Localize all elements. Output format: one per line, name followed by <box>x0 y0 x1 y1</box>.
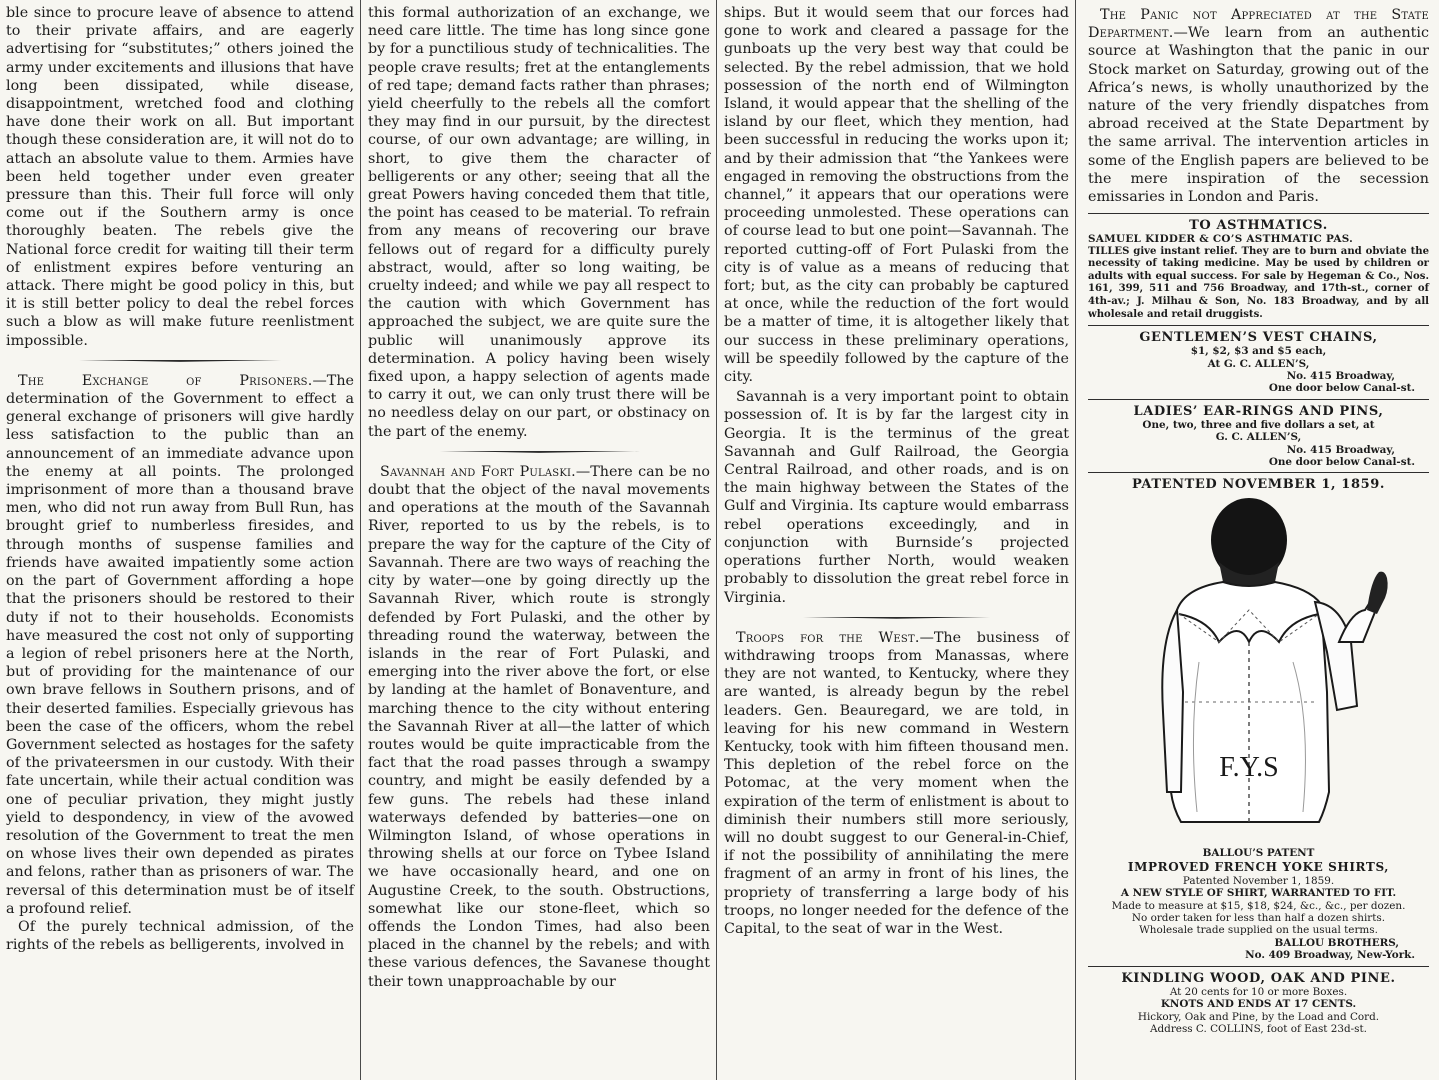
ad-divider <box>1088 213 1429 214</box>
figure-hand <box>1367 572 1388 614</box>
article-paragraph: Savannah is a very important point to obtain possession of. It is by far the largest city in Georgia. It is the terminus of the great Savannah and Gulf Railroad, the Georgia Central Railroad, and other roads, and is on the main highway between the States of the Gulf and Virginia. Its capture would embarrass rebel operations exceedingly, and in conjunction with Burnside’s projected operations further North, would weaken probably to dissolution the great rebel force in Virginia. <box>724 389 1069 606</box>
ad-line: No. 415 Broadway, <box>1286 370 1395 383</box>
ad-subtitle: SAMUEL KIDDER & CO’S ASTHMATIC PAS. <box>1088 233 1354 246</box>
ad-line: One, two, three and five dollars a set, at <box>1142 418 1375 431</box>
ad-title: TO ASTHMATICS. <box>1189 218 1328 234</box>
ad-line: No. 415 Broadway, <box>1286 443 1395 456</box>
article-paragraph: The Panic not Appreciated at the State Department.—We learn from an authentic source at Washington that the panic in our Stock market on Saturday, growing out of the Africa’s news, is wholly unauthorized by the nature of the very friendly dispatches from abroad received at the State Department by the same arrival. The intervention articles in some of the English papers are believed to be the mere inspiration of the secession emissaries in London and Paris. <box>1088 7 1429 206</box>
ad-line: No order taken for less than half a dozen shirts. <box>1131 912 1386 925</box>
ad-divider <box>1088 472 1429 473</box>
ad-line: Patented November 1, 1859. <box>1182 874 1335 887</box>
ad-asthmatics <box>1088 218 1429 321</box>
shirt-back-image <box>1089 492 1428 847</box>
ad-ear-rings <box>1088 404 1429 469</box>
shirt-illustration <box>1088 492 1429 847</box>
ad-line: $1, $2, $3 and $5 each, <box>1190 345 1327 358</box>
ad-title: PATENTED NOVEMBER 1, 1859. <box>1131 477 1386 493</box>
ad-line: Wholesale trade supplied on the usual terms. <box>1139 924 1378 937</box>
ad-line: At 20 cents for 10 or more Boxes. <box>1169 985 1348 998</box>
ad-line: BALLOU’S PATENT <box>1202 847 1315 860</box>
ad-divider <box>1088 399 1429 400</box>
ad-line: Made to measure at $15, $18, $24, &c., &c., per dozen. <box>1111 899 1406 912</box>
ad-line: IMPROVED FRENCH YOKE SHIRTS, <box>1127 859 1390 874</box>
ad-line: BALLOU BROTHERS, <box>1274 936 1399 949</box>
section-heading: Troops for the West. <box>736 629 920 646</box>
column-2 <box>362 0 717 1080</box>
shirt-left-sleeve <box>1162 610 1183 792</box>
ad-title: GENTLEMEN’S VEST CHAINS, <box>1139 330 1378 346</box>
section-divider <box>790 615 1004 621</box>
shirt-label: F.Y.S <box>1219 752 1279 784</box>
article-paragraph: Savannah and Fort Pulaski.—There can be no doubt that the object of the naval movements and operations at the mouth of the Savannah River, reported to us by the rebels, is to prepare the way for the capture of the City of Savannah. There are two ways of reaching the city by water—one by going directly up the Savannah River, which route is strongly defended by Fort Pulaski, and the other by threading round the waterway, between the islands in the rear of Fort Pulaski, and emerging into the river above the fort, or else by landing at the hamlet of Bonaventure, and marching thence to the city without entering the Savannah River at all—the latter of which routes would be quite impracticable from the fact that the road passes through a swampy country, and might be easily defended by a few guns. The rebels had these inland waterways defended by batteries—one on Wilmington Island, of whose operations in throwing shells at our force on Tybee Island we have occasionally heard, and one on Augustine Creek, to the south. Obstructions, somewhat like our stone-fleet, which so offends the London Times, had also been placed in the channel by the rebels; and with these various defences, the Savanese thought their town unapproachable by our <box>368 463 710 990</box>
article-paragraph: The Exchange of Prisoners.—The determination of the Government to effect a general exchange of prisoners will give hardly less satisfaction to the public than an announcement of an immediate advance upon the enemy at all points. The prolonged imprisonment of more than a thousand brave men, who did not run away from Bull Run, has brought grief to numberless firesides, and through months of suspense families and friends have awaited impatiently some action on the part of Government affording a hope that the prisoners should be restored to their duty if not to their households. Economists have measured the cost not only of supporting a legion of rebel prisoners here at the North, but of providing for the maintenance of our own brave fellows in Southern prisons, and of their deserted families. Especially grievous has been the case of the officers, whom the rebel Government selected as hostages for the safety of the privateersmen in our custody. With their fate uncertain, while their actual condition was one of peculiar privation, they might justly yield to despondency, in view of the avowed resolution of the Government to treat the men on whose lives their own depended as pirates and felons, rather than as prisoners of war. The reversal of this determination must be of itself a profound relief. <box>6 372 354 917</box>
ad-line: G. C. ALLEN’S, <box>1215 431 1302 444</box>
article-paragraph: ble since to procure leave of absence to attend to their private affairs, and are eagerly advertising for “substitutes;” others joined the army under excitements and illusions that have long been dissipated, while disease, disappointment, wretched food and clothing have done their work on all. But important though these consideration are, it will not do to attach an absolute value to them. Armies have been held together under even greater pressure than this. Their full force will only come out if the Southern army is once thoroughly beaten. The rebels give the National force credit for waiting till their term of enlistment expires before venturing an attack. There might be good policy in this, but it is still better policy to deal the rebel forces such a blow as will make future reenlistment impossible. <box>6 5 354 349</box>
article-paragraph: Of the purely technical admission, of the rights of the rebels as belligerents, involved in <box>6 918 354 954</box>
section-divider <box>72 358 288 364</box>
ad-line: Hickory, Oak and Pine, by the Load and Cord. <box>1137 1010 1380 1023</box>
ad-line: No. 409 Broadway, New-York. <box>1245 949 1415 962</box>
column-1 <box>0 0 361 1080</box>
article-paragraph: ships. But it would seem that our forces had gone to work and cleared a passage for the gunboats up the very best way that could be selected. By the rebel admission, that we hold possession of the north end of Wilmington Island, it would appear that the shelling of the island by our fleet, which they mention, had been successful in reducing the works upon it; and by their admission that “the Yankees were engaged in removing the obstructions from the channel,” it appears that our operations were proceeding unmolested. These operations can of course lead to but one point—Savannah. The reported cutting-off of Fort Pulaski from the city is of value as a means of reducing that fort; but, as the city can probably be captured at once, while the reduction of the fort would be a matter of time, it is altogether likely that our success in these preliminary operations, will be speedily followed by the capture of the city. <box>724 5 1069 386</box>
section-divider <box>433 449 645 455</box>
section-heading: Savannah and Fort Pulaski. <box>380 463 576 480</box>
ad-line: One door below Canal-st. <box>1268 382 1415 395</box>
article-paragraph: this formal authorization of an exchange, we need care little. The time has long since gone by for a punctilious study of technicalities. The people crave results; fret at the entanglements of red tape; demand facts rather than phrases; yield cheerfully to the rebels all the comfort they may find in our pursuit, by the directest course, of our own advantage; are willing, in short, to give them the character of belligerents or any other; seeing that all the great Powers having conceded them that title, the point has ceased to be material. To refrain from any means of recovering our brave fellows out of regard for a difficulty purely abstract, would, after so long waiting, be cruelty indeed; and while we pay all respect to the caution with which Government has approached the subject, we are quite sure the public will unanimously approve its determination. A policy having been wisely fixed upon, a happy selection of agents made to carry it out, we can only trust there will be no needless delay on our part, or obstinacy on the part of the enemy. <box>368 5 710 440</box>
section-heading: The Panic not Appreciated at the State Department. <box>1088 7 1429 42</box>
ad-line: A NEW STYLE OF SHIRT, WARRANTED TO FIT. <box>1120 887 1397 900</box>
column-3 <box>718 0 1076 1080</box>
ad-line: Address C. COLLINS, foot of East 23d-st. <box>1150 1022 1367 1035</box>
ad-line: At G. C. ALLEN’S, <box>1207 357 1310 370</box>
ad-body: TILLES give instant relief. They are to burn and obviate the necessity of taking medicine. May be used by children or adults with equal success. For sale by Hegeman & Co., Nos. 161, 399, 511 and 756 Broadway, and 17th-st., corner of 4th-av.; J. Milhau & Son, No. 183 Broadway, and by all wholesale and retail druggists. <box>1088 245 1429 320</box>
ad-line: One door below Canal-st. <box>1268 456 1415 469</box>
ad-line: KNOTS AND ENDS AT 17 CENTS. <box>1160 998 1357 1011</box>
ad-kindling-wood <box>1088 971 1429 1036</box>
ad-title: KINDLING WOOD, OAK AND PINE. <box>1121 970 1396 986</box>
ad-divider <box>1088 325 1429 326</box>
article-paragraph: Troops for the West.—The business of withdrawing troops from Manassas, where they are not wanted, to Kentucky, where they are wanted, is already begun by the rebel leaders. Gen. Beauregard, we are told, in leaving for his new command in Western Kentucky, took with him fifteen thousand men. This depletion of the rebel force on the Potomac, at the very moment when the expiration of the term of enlistment is about to diminish their numbers still more seriously, will no doubt suggest to our General-in-Chief, if not the possibility of annihilating the mere fragment of an army in front of his lines, the propriety of transferring a large body of his troops, no longer needed for the defence of the Capital, to the seat of war in the West. <box>724 629 1069 937</box>
section-heading: The Exchange of Prisoners. <box>18 372 313 389</box>
ad-divider <box>1088 966 1429 967</box>
ad-french-yoke-shirts <box>1088 477 1429 961</box>
column-4 <box>1080 0 1439 1080</box>
ad-title: LADIES’ EAR-RINGS AND PINS, <box>1133 403 1384 419</box>
ad-vest-chains <box>1088 330 1429 395</box>
